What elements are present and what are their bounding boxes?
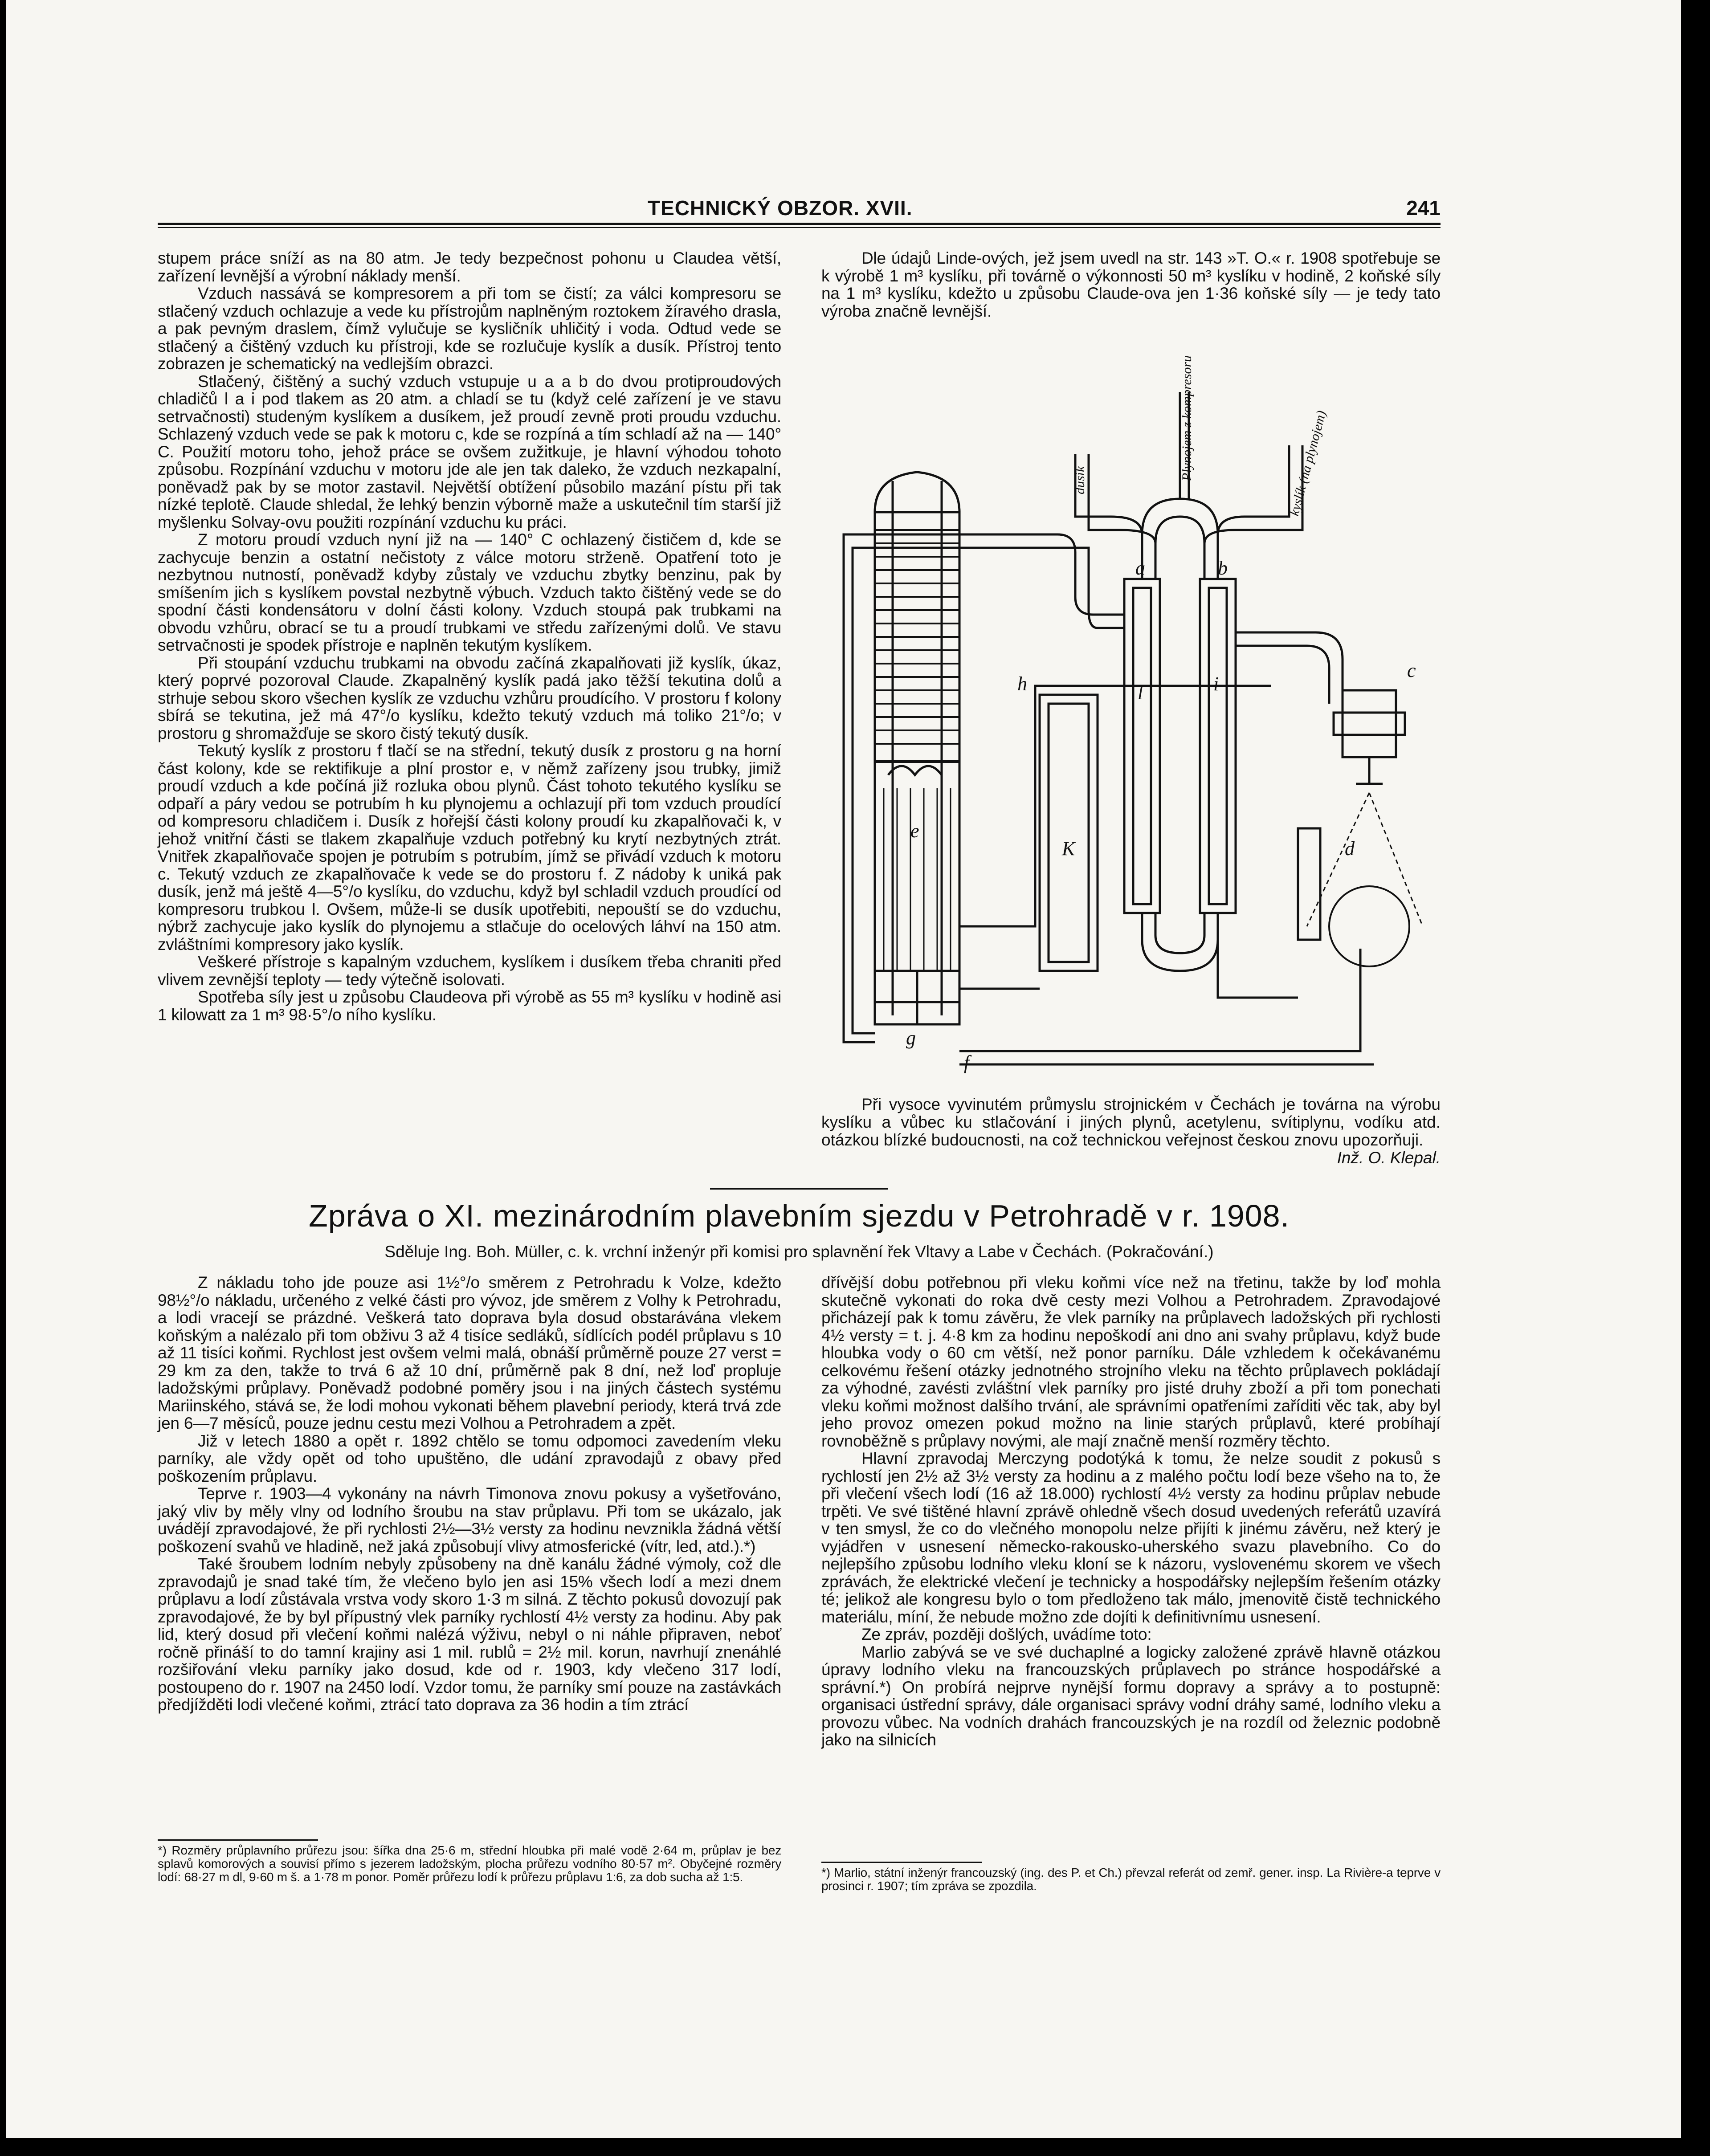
paragraph: Z nákladu toho jde pouze asi 1½°/o směrem z Petrohradu k Volze, kdežto 98½°/o nákladu, určeného z velké části pro vývoz, jde směrem z Volhy k Petrohradu, a lodi vracejí se prázdné. Veškerá tato doprava byla dosud obstarávána vlekem koňským a nalézalo při tom obživu 3 až 4 tisíce sedláků, sídlících podél průplavu s 10 až 11 tisíci koňmi. Rychlost jest ovšem velmi malá, obnáší průměrně pouze 27 verst = 29 km za den, takže to trvá 6 až 10 dní, průměrně pak 8 dní, než loď propluje ladožskými průplavy. Poněvadž podobné poměry jsou i na jiných částech systému Mariinského, stává se, že lodi mohou vykonati během plavební periody, která trvá zde jen 6—7 měsíců, pouze jednu cestu mezi Volhou a Petrohradem a zpět. xyxy=(158,1273,781,1432)
running-header xyxy=(158,196,1441,223)
paragraph: Spotřeba síly jest u způsobu Claudeova při výrobě as 55 m³ kyslíku v hodině asi 1 kilowatt za 1 m³ 98·5°/o ního kyslíku. xyxy=(158,988,781,1024)
article-divider xyxy=(710,1188,888,1190)
label-d: d xyxy=(1345,838,1355,860)
left-column xyxy=(158,249,781,1023)
article-left-column xyxy=(158,1274,781,1714)
label-l: l xyxy=(1138,682,1143,704)
article-byline: Sděluje Ing. Boh. Müller, c. k. vrchní inženýr při komisi pro splavnění řek Vltavy a Labe v Čechách. (Pokračování.) xyxy=(384,1243,1214,1261)
label-plynojem: Plynojem z kompresoru xyxy=(1179,355,1194,481)
signature: Inž. O. Klepal. xyxy=(1337,1149,1441,1167)
paragraph: Teprve r. 1903—4 vykonány na návrh Timonova znovu pokusy a vyšetřováno, jaký vliv by měly vlny od lodního šroubu na stav průplavu. Při tom se ukázalo, jak uvádějí zpravodajové, že při rychlosti 2½—3½ versty za hodinu nevznikla žádná větší poškození svahů ve hladině, než jaká způsobují vlivy atmosferické (vítr, led, atd.).*) xyxy=(158,1484,781,1556)
right-intro xyxy=(821,249,1441,320)
paragraph: stupem práce sníží as na 80 atm. Je tedy bezpečnost pohonu u Claudea větší, zařízení levnější a výrobní náklady menší. xyxy=(158,249,781,285)
paragraph: Při stoupání vzduchu trubkami na obvodu začíná zkapalňovati již kyslík, úkaz, který poprvé pozoroval Claude. Zkapalněný kyslík padá jako těžší tekutina dolů a strhuje sebou skoro všechen kyslík ze vzduchu vzhůru proudícího. V prostoru f kolony sbírá se tekutina, jež má 47°/o kyslíku, kdežto tekutý vzduch má toliko 21°/o; v prostoru g shromažďuje se skoro čistý tekutý dusík. xyxy=(158,653,781,742)
footnote-rule xyxy=(158,1839,318,1841)
header-rule xyxy=(158,223,1441,225)
page-number: 241 xyxy=(1406,196,1441,220)
footnote-right: *) Marlio, státní inženýr francouzský (ing. des P. et Ch.) převzal referát od zemř. gener. insp. La Rivière-a teprve v prosinci r. 1907; tím zpráva se zpozdila. xyxy=(821,1866,1441,1893)
paragraph: Také šroubem lodním nebyly způsobeny na dně kanálu žádné výmoly, což dle zpravodajů je snad také tím, že vlečeno bylo jen asi 15% všech lodí a mezi dnem průplavu a lodí zůstávala vrstva vody skoro 1·3 m silná. Z těchto pokusů dovozují pak zpravodajové, že by byl přípustný vlek parníky rychlostí 4½ versty za hodinu. Aby pak lid, který dosud při vlečení koňmi nalézá výživu, nebyl o ni náhle připraven, neboť ročně přináší to do tamní krajiny asi 1 mil. rublů = 2½ mil. korun, navrhují znenáhlé rozšiřování vleku parníky jako dosud, kde od r. 1903, kdy vlečeno 317 lodí, postoupeno do r. 1907 na 2450 lodí. Vzdor tomu, že parníky smí pouze na zastávkách předjížděti lodi vlečené koňmi, ztrácí tato doprava za 36 hodin a tím ztrácí xyxy=(158,1555,781,1714)
label-c: c xyxy=(1407,660,1416,681)
paragraph: Stlačený, čištěný a suchý vzduch vstupuje u a a b do dvou protiproudových chladičů l a i pod tlakem as 20 atm. a chladí se tu (když celé zařízení je ve stavu setrvačnosti) studeným kyslíkem a dusíkem, jež proudí zevně proti proudu vzduchu. Schlazený vzduch vede se pak k motoru c, kde se rozpíná a tím schladí až na — 140° C. Použití motoru toho, jehož práce se ovšem zužitkuje, je hlavní výhodou tohoto způsobu. Rozpínání vzduchu v motoru jde ale jen tak daleko, že vzduch nezkapalní, poněvadž pak by se motor zastavil. Největší obtížení působilo mazání pístu při tak nízké teplotě. Claude shledal, že lehký benzin výborně maže a uskutečnil tím starší již myšlenku Solvay-ovu použiti rozpínání vzduchu ku práci. xyxy=(158,372,781,531)
footnote-left: *) Rozměry průplavního průřezu jsou: šířka dna 25·6 m, střední hloubka při malé vodě 2·64 m, průplav je bez splavů komorových a souvisí přímo s jezerem ladožským, plocha průřezu vodního 80·57 m². Obyčejné rozměry lodí: 68·27 m dl, 9·60 m š. a 1·78 m ponor. Poměr průřezu lodí k průřezu průplavu 1:6, za dob sucha až 1:5. xyxy=(158,1843,781,1884)
article-title: Zpráva o XI. mezinárodním plavebním sjezdu v Petrohradě v r. 1908. xyxy=(308,1198,1290,1233)
page xyxy=(6,0,1681,2138)
label-dusik: dusík xyxy=(1073,466,1087,494)
paragraph: dřívější dobu potřebnou při vleku koňmi více než na třetinu, takže by loď mohla skutečně vykonati do roka dvě cesty mezi Volhou a Petrohradem. Zpravodajové přicházejí pak k tomu závěru, že vlek parníky na průplavech ladožských při rychlosti 4½ versty = t. j. 4·8 km za hodinu nepoškodí ani dno ani svahy průplavu, když bude hloubka vody o 60 cm větší, než ponor parníku. Dále vzhledem k očekávanému celkovému řešení otázky jednotného strojního vleku na těchto průplavech pokládají za výhodné, zavésti zvláštní vlek parníky pro jisté druhy zboží a při tom ponechati vleku koňmi možnost dalšího trvání, ale správními opatřeními zaříditi věc tak, aby byl jeho provoz omezen pokud možno na linie starých průplavů, které probíhají rovnoběžně s průplavy novými, ale mají značně menší rozměry těchto. xyxy=(821,1273,1441,1450)
paragraph: Vzduch nassává se kompresorem a při tom se čistí; za válci kompresoru se stlačený vzduch ochlazuje a vede ku přístrojům naplněným roztokem žíravého drasla, a pak pevným draslem, čímž vylučuje se kysličník uhličitý i voda. Odtud vede se stlačený a čištěný vzduch ku přístroji, kde se rozlučuje kyslík a dusík. Přístroj tento zobrazen je schematický na vedlejším obrazci. xyxy=(158,284,781,373)
label-e: e xyxy=(910,820,919,842)
paragraph: Marlio zabývá se ve své duchaplné a logicky založené zprávě hlavně otázkou úpravy lodního vleku na francouzských průplavech po stránce hospodářské a správní.*) On probírá nejprve nynější formu dopravy a správy a to postupně: organisaci ústřední správy, dále organisaci správy vodní dráhy samé, lodního vleku a provozu vůbec. Na vodních drahách francouzských je na rozdíl od železnic podobně jako na silnicích xyxy=(821,1642,1441,1749)
label-k: K xyxy=(1062,838,1075,860)
label-h: h xyxy=(1017,673,1027,695)
paragraph: Veškeré přístroje s kapalným vzduchem, kyslíkem i dusíkem třeba chraniti před vlivem zevnější teploty — tedy výtečně isolovati. xyxy=(158,953,781,989)
paragraph: Z motoru proudí vzduch nyní již na — 140° C ochlazený čističem d, kde se zachycuje benzin a ostatní nečistoty z válce motoru strženě. Opatření toto je nezbytnou nutností, poněvadž kdyby zůstaly ve vzduchu zbytky benzinu, pak by smíšením jich s kyslíkem povstal nezbytně výbuch. Vzduch takto čištěný vede se do spodní části kondensátoru v dolní části kolony. Vzduch stoupá pak trubkami na obvodu vzhůru, obrací se tu a proudí trubkami ve středu zařízenými dolů. Ve stavu setrvačnosti je spodek přístroje e naplněn tekutým kyslíkem. xyxy=(158,530,781,654)
figure-caption xyxy=(821,1096,1441,1167)
paragraph: Hlavní zpravodaj Merczyng podotýká k tomu, že nelze soudit z pokusů s rychlostí jen 2½ až 3½ versty za hodinu a z malého počtu lodí beze všeho na to, že při vlečení všech lodí (16 až 18.000) rychlostí 4½ versty za hodinu průplav nebude trpěti. Ve své tištěné hlavní zprávě ohledně všech dosud uvedených referátů uzavírá v ten smysl, že co do vlečného monopolu nelze přijíti k jinému závěru, než který je vyjádřen v usnesení německo-rakousko-uherského svazu plavebního. Co do nejlepšího způsobu lodního vleku kloní se k názoru, vyslovenému skorem ve všech zprávách, že elektrické vlečení je technicky a hospodářsky nejlepším řešením otázky té; jelikož ale kongresu bylo o tom předloženo tak málo, jmenovitě čistě technického materiálu, míní, že nebude možno zde dojíti k definitivnímu usnesení. xyxy=(821,1449,1441,1626)
paragraph: Dle údajů Linde-ových, jež jsem uvedl na str. 143 »T. O.« r. 1908 spotřebuje se k výrobě 1 m³ kyslíku, při továrně o výkonnosti 50 m³ kyslíku v hodině, 2 koňské síly na 1 m³ kyslíku, kdežto u způsobu Claude-ova jen 1·36 koňské síly — je tedy tato výroba značně levnější. xyxy=(821,249,1441,320)
label-i: i xyxy=(1213,673,1219,695)
label-f: f xyxy=(964,1052,970,1073)
paragraph: Ze zpráv, později došlých, uvádíme toto: xyxy=(861,1625,1152,1643)
label-a: a xyxy=(1135,557,1145,579)
header-rule-thin xyxy=(158,227,1441,228)
label-b: b xyxy=(1218,557,1228,579)
label-g: g xyxy=(906,1027,916,1049)
paragraph: Již v letech 1880 a opět r. 1892 chtělo se tomu odpomoci zavedením vleku parníky, ale vždy opět od toho upuštěno, dle udání zpravodajů z obavy před poškozením průplavu. xyxy=(158,1431,781,1485)
footnote-rule xyxy=(821,1862,982,1863)
caption-text: Při vysoce vyvinutém průmyslu strojnickém v Čechách je továrna na výrobu kyslíku a vůbec ku stlačování i jiných plynů, acetylenu, svítiplynu, vodíku atd. otázkou blízké budoucnosti, na což technickou veřejnost českou znovu upozorňuji. Inž. O. Klepal. xyxy=(821,1095,1441,1167)
journal-title: TECHNICKÝ OBZOR. XVII. xyxy=(648,196,913,220)
oxygen-apparatus-diagram xyxy=(826,347,1441,1078)
label-kyslik: kyslík (na plynojem) xyxy=(1286,409,1329,518)
paragraph: Tekutý kyslík z prostoru f tlačí se na střední, tekutý dusík z prostoru g na horní část kolony, kde se rektifikuje a plní prostor e, v němž zařízeny jsou trubky, jimiž proudí vzduch a kde počíná již rozluka obou plynů. Část tohoto tekutého kyslíku se odpaří a páry vedou se potrubím h ku plynojemu a ochlazují při tom vzduch proudící od kompresoru chladičem i. Dusík z hořejší části kolony proudí ku zkapalňovači k, v jehož vnitřní části se tlakem zkapalňuje vzduch potřebný ku krytí nezbytných ztrát. Vnitřek zkapalňovače spojen je potrubím s potrubím, jímž se přivádí vzduch k motoru c. Tekutý vzduch ze zkapalňovače k vede se do prostoru f. Z nádoby k uniká pak dusík, jenž má ještě 4—5°/o kyslíku, do vzduchu, když byl schladil vzduch proudící od kompresoru trubkou l. Ovšem, může-li se dusík upotřebiti, nepouští se do vzduchu, nýbrž zachycuje jako kyslík do plynojemu a stlačuje do ocelových láhví na 150 atm. zvláštními kompresory jako kyslík. xyxy=(158,742,781,954)
article-right-column xyxy=(821,1274,1441,1749)
